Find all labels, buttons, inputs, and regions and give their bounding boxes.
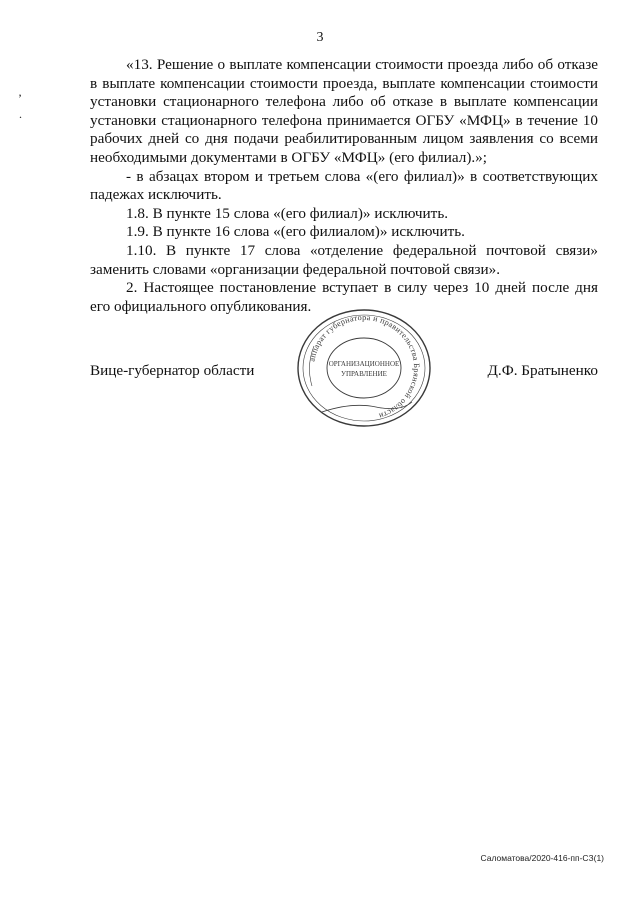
paragraph-exclusion: - в абзацах втором и третьем слова «(его филиал)» в соответствующих падежах исключить. [90,167,598,204]
margin-mark: . [19,107,22,121]
paragraph-effective-date: 2. Настоящее постановление вступает в силу через 10 дней после дня его официального опубликования. [90,279,598,315]
paragraph-item-13: «13. Решение о выплате компенсации стоимости проезда либо об отказе в выплате компенсации стоимости проезда, выплате компенсации стоимости установки стационарного телефона либо об отказе в выплате компенсации установки стационарного телефона принимается ОГБУ «МФЦ» в течение 10 рабочих дней со дня подачи реабилитированным лицом заявления со всеми необходимыми документами в ОГБУ «МФЦ» (его филиал).»; [90,56,598,166]
official-seal [292,306,436,430]
seal-center-line2: УПРАВЛЕНИЕ [341,370,387,378]
paragraph-1-8: 1.8. В пункте 15 слова «(его филиал)» исключить. [126,204,449,222]
seal-center-line1: ОРГАНИЗАЦИОННОЕ [328,360,400,368]
paragraph-1-9: 1.9. В пункте 16 слова «(его филиалом)» исключить. [126,223,465,241]
seal-ring-text: аппарат губернатора и правительства Брянской области [307,312,422,421]
paragraph-1-10: 1.10. В пункте 17 слова «отделение федеральной почтовой связи» заменить словами «организации федеральной почтовой связи». [90,241,598,278]
document-reference: Саломатова/2020-416-пп-СЗ(1) [480,853,604,863]
document-body [90,56,598,316]
signatory-title: Вице-губернатор области [90,362,255,379]
signatory-name: Д.Ф. Братыненко [487,362,598,379]
page-number: 3 [316,30,324,45]
margin-mark: ’ [18,91,22,105]
